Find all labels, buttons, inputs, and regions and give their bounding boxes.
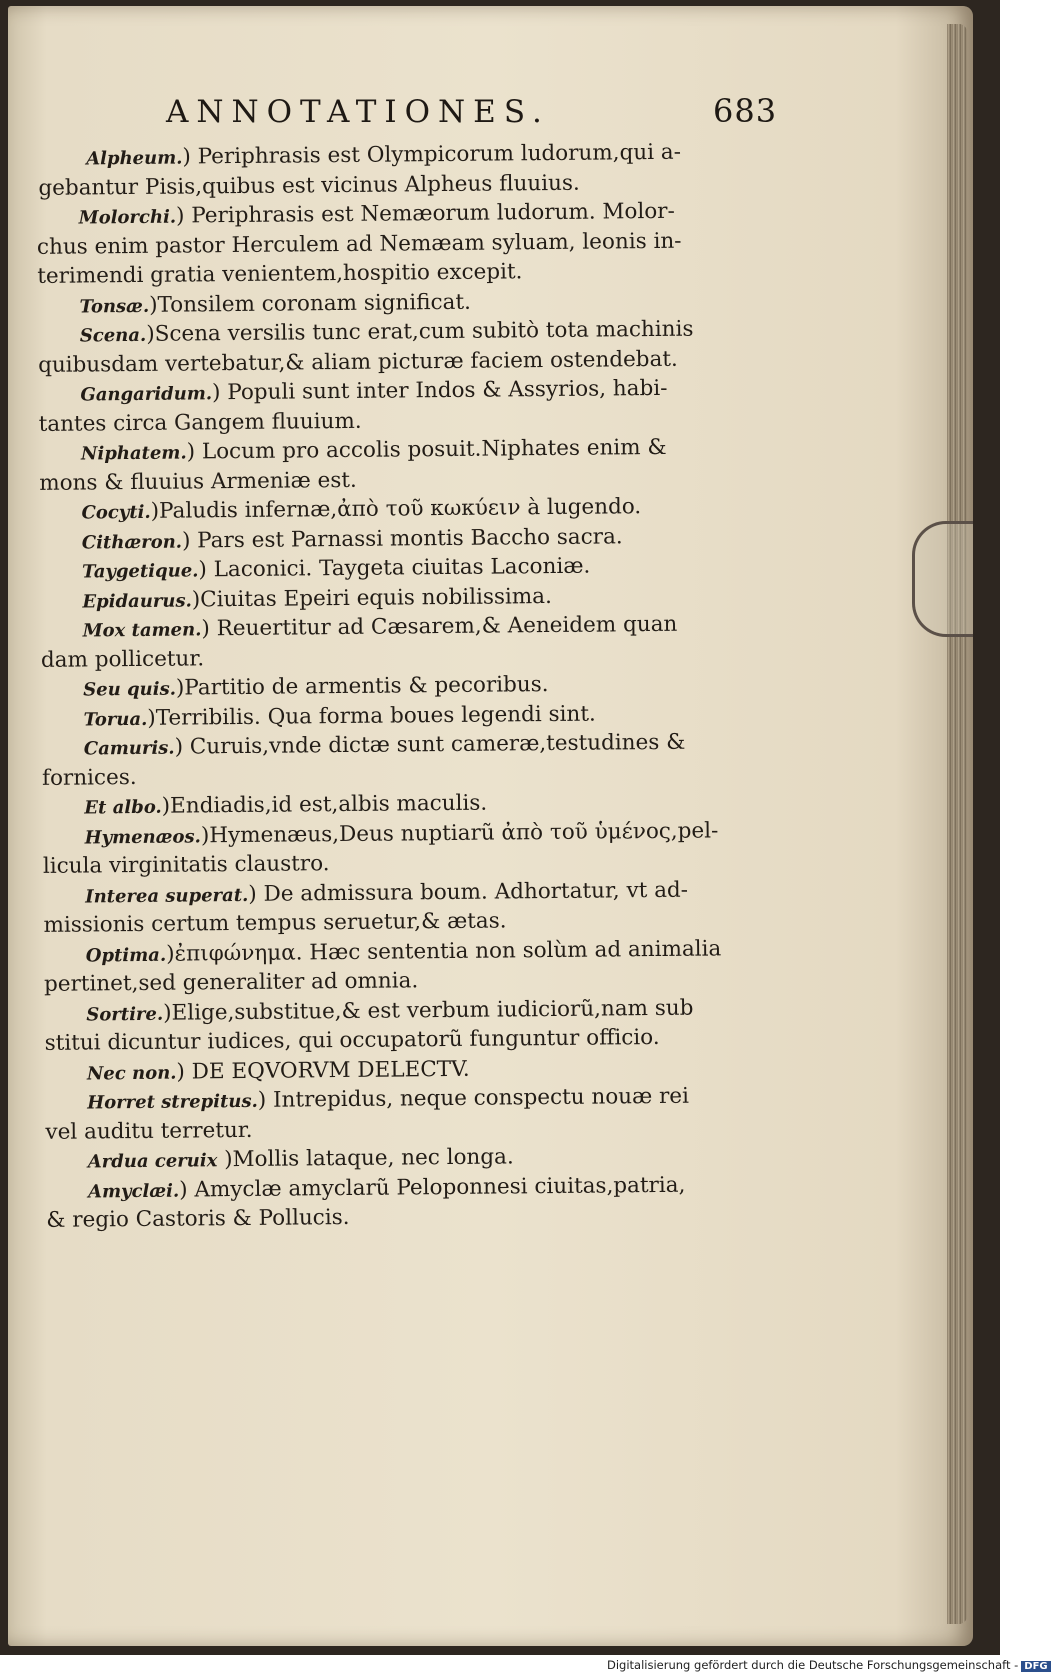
line-text: )Terribilis. Qua forma boues legendi sint. (147, 701, 596, 731)
line-text: ) Laconici. Taygeta ciuitas Laconiæ. (198, 553, 591, 583)
lemma-keyword: Camuris. (83, 737, 175, 760)
footer-text: Digitalisierung gefördert durch die Deutsche Forschungsgemeinschaft - (607, 1658, 1019, 1672)
line-text: quibusdam vertebatur,& aliam picturæ faciem ostendebat. (38, 346, 678, 378)
line-text: ) Locum pro accolis posuit.Niphates enim & (186, 434, 667, 465)
line-text: ) DE EQVORVM DELECTV. (176, 1056, 470, 1085)
lemma-keyword: Sortire. (86, 1003, 164, 1025)
lemma-keyword: Cocyti. (81, 501, 151, 524)
line-text: mons & fluuius Armeniæ est. (39, 467, 357, 496)
line-text: ) Pars est Parnassi montis Baccho sacra. (181, 523, 623, 554)
line-text: ) Curuis,vnde dictæ sunt cameræ,testudines & (174, 729, 686, 760)
line-text: ) Periphrasis est Olympicorum ludorum,qui a- (182, 139, 682, 170)
lemma-keyword: Seu quis. (83, 678, 177, 701)
lemma-keyword: Epidaurus. (82, 589, 192, 612)
line-text: ) Periphrasis est Nemæorum ludorum. Molor- (176, 198, 675, 229)
line-text: stitui dicuntur iudices, qui occupatorũ funguntur officio. (44, 1024, 660, 1056)
lemma-keyword: Optima. (85, 944, 167, 966)
lemma-keyword: Taygetique. (82, 560, 199, 583)
line-text: )Tonsilem coronam significat. (149, 289, 471, 318)
lemma-keyword: Nec non. (86, 1062, 177, 1084)
line-text: gebantur Pisis,quibus est vicinus Alpheus fluuius. (38, 170, 580, 201)
lemma-keyword: Tonsæ. (79, 295, 150, 318)
lemma-keyword: Gangaridum. (80, 383, 213, 406)
line-text: )ἐπιφώνημα. Hæc sententia non solùm ad animalia (166, 935, 722, 967)
line-text: chus enim pastor Herculem ad Nemæam syluam, leonis in- (36, 228, 682, 260)
lemma-keyword: Mox tamen. (82, 619, 202, 642)
lemma-keyword: Et albo. (84, 796, 162, 819)
lemma-keyword: Molorchi. (78, 206, 177, 229)
line-text: & regio Castoris & Pollucis. (46, 1204, 350, 1233)
book-page (8, 6, 973, 1646)
lemma-keyword: Niphatem. (80, 442, 187, 465)
line-text: )Partitio de armentis & pecoribus. (175, 672, 549, 701)
line-text: ) Reuertitur ad Cæsarem,& Aeneidem quan (201, 611, 678, 642)
lemma-keyword: Scena. (79, 324, 147, 347)
line-text: )Mollis lataque, nec longa. (217, 1144, 514, 1173)
text-line (38, 1199, 798, 1236)
lemma-keyword: Alpheum. (86, 147, 183, 170)
line-text: ) De admissura boum. Adhortatur, vt ad- (248, 877, 689, 907)
line-text: licula virginitatis claustro. (42, 851, 330, 879)
annotation-text-block (28, 137, 798, 1236)
line-text: dam pollicetur. (40, 645, 205, 673)
lemma-keyword: Hymenæos. (84, 825, 201, 848)
line-text: tantes circa Gangem fluuium. (38, 408, 362, 437)
line-text: ) Intrepidus, neque conspectu nouæ rei (257, 1083, 690, 1113)
page-number: 683 (713, 92, 778, 130)
lemma-keyword: Horret strepitus. (87, 1090, 258, 1114)
lemma-keyword: Ardua ceruix (87, 1150, 218, 1173)
line-text: )Paludis infernæ,ἀπὸ τοῦ κωκύειν à lugendo. (150, 494, 642, 524)
line-text: fornices. (41, 764, 137, 791)
page-edges (947, 24, 967, 1624)
line-text: )Scena versilis tunc erat,cum subitò tota machinis (146, 316, 694, 347)
line-text: missionis certum tempus seruetur,& ætas. (43, 908, 507, 938)
line-text: ) Amyclæ amyclarũ Peloponnesi ciuitas,patria, (179, 1172, 686, 1203)
lemma-keyword: Amyclæi. (87, 1180, 180, 1202)
line-text: pertinet,sed generaliter ad omnia. (43, 968, 419, 997)
line-text: )Hymenæus,Deus nuptiarũ ἀπὸ τοῦ ὑμένος,pel- (200, 817, 719, 848)
digitization-footer (607, 1658, 1051, 1672)
lemma-keyword: Cithæron. (81, 531, 183, 554)
line-text: ) Populi sunt inter Indos & Assyrios, habi- (211, 375, 668, 406)
lemma-keyword: Torua. (83, 708, 148, 730)
line-text: terimendi gratia venientem,hospitio excepit. (37, 259, 523, 289)
line-text: )Ciuitas Epeiri equis nobilissima. (191, 583, 552, 612)
book-clasp (912, 521, 973, 637)
line-text: )Endiadis,id est,albis maculis. (161, 790, 488, 819)
line-text: vel auditu terretur. (45, 1117, 253, 1145)
dfg-logo: DFG (1021, 1661, 1050, 1672)
running-header: ANNOTATIONES. (166, 94, 550, 130)
lemma-keyword: Interea superat. (85, 884, 249, 907)
line-text: )Elige,substitue,& est verbum iudiciorũ,nam sub (163, 995, 694, 1026)
